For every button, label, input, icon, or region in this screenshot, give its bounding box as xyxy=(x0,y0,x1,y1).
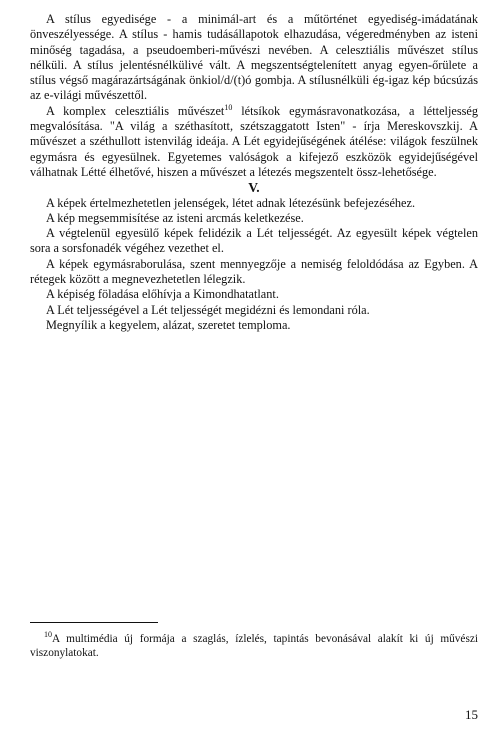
footnote-text: A multimédia új formája a szaglás, ízlelés, tapintás bevonásával alakít ki új művészi viszonylatokat. xyxy=(30,633,478,660)
paragraph-kep-megsemmisitese: A kép megsemmisítése az isteni arcmás keletkezése. xyxy=(46,210,304,225)
paragraph-kepiseg-foladasa: A képiség föladása előhívja a Kimondhatatlant. xyxy=(46,287,279,302)
paragraph-komplex xyxy=(30,104,478,180)
paragraph-kepek-egymasraborulasa: A képek egymásraborulása, szent mennyegzője a nemiség feloldódása az Egyben. A rétegek között a megnevezhetetlen lélegzik. xyxy=(30,256,478,287)
footnote xyxy=(30,632,478,661)
footnote-divider xyxy=(30,622,158,623)
paragraph-komplex-start: A komplex celesztiális művészet xyxy=(46,103,225,118)
paragraph-let-teljessegevel: A Lét teljességével a Lét teljességét megidézni és lemondani róla. xyxy=(46,302,370,317)
page-number: 15 xyxy=(465,707,478,722)
paragraph-kepek-ertelmezhetetlen: A képek értelmezhetetlen jelenségek, létet adnak létezésünk befejezéséhez. xyxy=(46,195,416,210)
section-heading: V. xyxy=(248,180,260,196)
paragraph-megnyilik: Megnyílik a kegyelem, alázat, szeretet temploma. xyxy=(46,317,291,332)
paragraph-vegtelenul-egyesulo: A végtelenül egyesülő képek felidézik a Lét teljességét. Az egyesült képek végtelen sora a sorsfonadék végéhez vezethet el. xyxy=(30,226,478,256)
paragraph-stilus: A stílus egyedisége - a minimál-art és a műtörténet egyediség-imádatának önveszélyessége. A stílus - hamis tudásállapotok elhazudása, végeredményben az isteni minőség tagadása, a pseudoemberi-művészi nevében. A celesztiális művészet stílus nélküli. A stílus jelentésnélkülivé vált. A megszentségtelenített anyag egyen-őrülete a stílus végső magárazártságának önkiol/d/(t)ó gombja. A stílusnélküli ég-igaz kép búcsúzás az e-világi művészettől. xyxy=(30,12,478,103)
body-text xyxy=(30,12,478,333)
footnote-mark: 10 xyxy=(44,630,52,639)
paragraph-komplex-rest: létsíkok egymásravonatkozása, a létteljesség megvalósítása. "A világ a széthasított, szétszaggatott Isten" - írja Mereskovszkij. A művészet a széthullott istenvilág ideája. A Lét egyidejűségének átélése: világok feszülnek egymásra és egyesülnek. Egyetemes valóságok a kifejező eszközök egyidejűségével válhatnak Létté élhetővé, hiszen a művészet a létezés megszentelt össz-lehetősége. xyxy=(30,103,479,179)
footnote-reference: 10 xyxy=(224,102,233,112)
